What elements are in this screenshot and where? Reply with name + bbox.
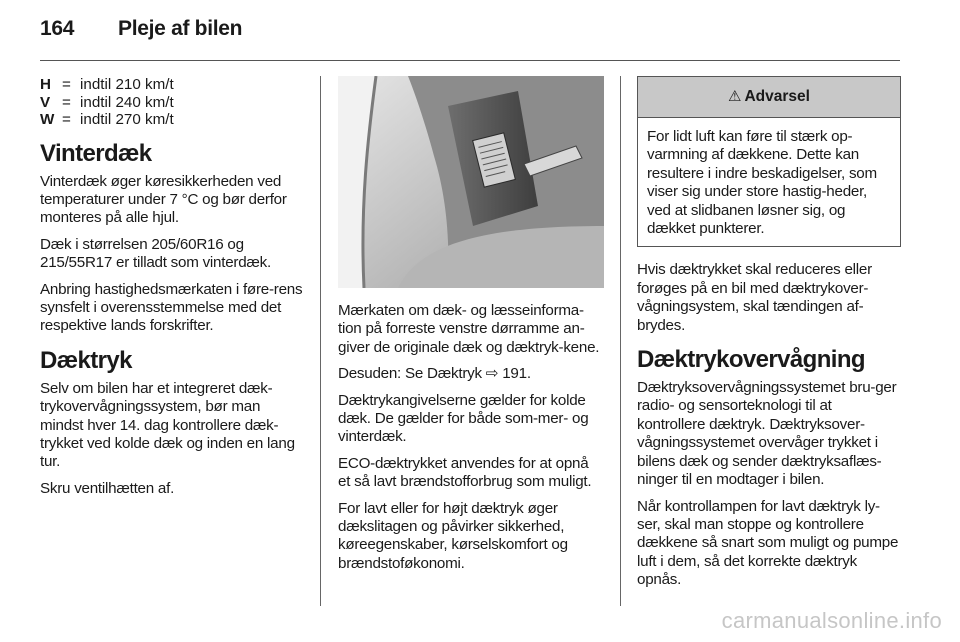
page-title: Pleje af bilen bbox=[118, 17, 243, 40]
winter-paragraph: Anbring hastighedsmærkaten i føre-rens synsfelt i overensstemmelse med det respektive lands forskrifter. bbox=[40, 280, 303, 335]
speed-code: H bbox=[40, 76, 51, 93]
body-paragraph: Hvis dæktrykket skal reduceres eller forøges på en bil med dæktrykover-vågningsystem, skal tændingen af-brydes. bbox=[637, 261, 872, 334]
speed-value: indtil 210 km/t bbox=[80, 76, 174, 93]
warning-body bbox=[638, 118, 900, 246]
body-paragraph: Dæktrykangivelserne gælder for kolde dæk. De gælder for både som-mer- og vinterdæk. bbox=[338, 391, 589, 446]
body-paragraph: For lavt eller for højt dæktryk øger dækslitagen og påvirker sikkerhed, køreegenskaber, kørselskomfort og brændstoføkonomi. bbox=[338, 499, 568, 572]
warning-box bbox=[637, 76, 901, 247]
speed-code: V bbox=[40, 93, 51, 111]
column-1 bbox=[40, 76, 303, 506]
pressure-paragraph: Skru ventilhætten af. bbox=[40, 479, 175, 497]
pressure-paragraph: Selv om bilen har et integreret dæk-trykovervågningssystem, bør man mindst hver 14. dag kontrollere dæk-trykket ved kolde dæk og inden en lang tur. bbox=[40, 379, 295, 471]
column-3 bbox=[637, 76, 901, 598]
speed-value: indtil 270 km/t bbox=[80, 111, 174, 128]
speed-rating-row bbox=[40, 111, 303, 129]
warning-text: For lidt luft kan føre til stærk op-varmning af dækkene. Dette kan resultere i indre beskadigelser, som viser sig under store hastig-heder, ved at slidbanen løsner sig, og dækket punkterer. bbox=[647, 128, 877, 238]
tyre-monitoring-heading: Dæktrykovervågning bbox=[637, 346, 865, 374]
tyre-pressure-heading: Dæktryk bbox=[40, 346, 132, 374]
winter-paragraph: Vinterdæk øger køresikkerheden ved temperaturer under 7 °C og bør derfor monteres på alle hjul. bbox=[40, 172, 287, 227]
cross-reference[interactable]: Desuden: Se Dæktryk ⇨ 191. bbox=[338, 365, 531, 383]
speed-code: W bbox=[40, 111, 55, 128]
door-frame-illustration bbox=[338, 76, 604, 288]
body-paragraph: ECO-dæktrykket anvendes for at opnå et så lavt brændstofforbrug som muligt. bbox=[338, 454, 592, 491]
column-2 bbox=[338, 76, 604, 581]
column-divider bbox=[620, 76, 621, 606]
winter-tyres-heading: Vinterdæk bbox=[40, 139, 152, 167]
speed-rating-row bbox=[40, 94, 303, 112]
watermark: carmanualsonline.info bbox=[721, 608, 942, 633]
column-divider bbox=[320, 76, 321, 606]
page-number: 164 bbox=[40, 17, 75, 40]
body-paragraph: Når kontrollampen for lavt dæktryk ly-ser, skal man stoppe og kontrollere dækkene så snart som muligt og pumpe luft i dem, så det korrekte dæktryk opnås. bbox=[637, 497, 899, 589]
warning-icon: ⚠ bbox=[728, 88, 742, 105]
header-divider bbox=[40, 60, 900, 61]
winter-paragraph: Dæk i størrelsen 205/60R16 og 215/55R17 er tilladt som vinterdæk. bbox=[40, 235, 271, 272]
door-frame-photo bbox=[338, 76, 604, 288]
equals-sign: = bbox=[62, 76, 71, 93]
equals-sign: = bbox=[62, 93, 71, 111]
speed-value: indtil 240 km/t bbox=[80, 93, 174, 111]
speed-rating-row bbox=[40, 76, 303, 94]
equals-sign: = bbox=[62, 111, 71, 128]
body-paragraph: Dæktryksovervågningssystemet bru-ger radio- og sensorteknologi til at kontrollere dæktryk. Dæktryksover-vågningssystemet overvåger trykket i bilens dæk og sender dæktryksaflæs-ninger til en modtager i bilen. bbox=[637, 379, 897, 489]
warning-header bbox=[638, 77, 900, 118]
label-paragraph: Mærkaten om dæk- og læsseinforma-tion på forreste venstre dørramme an-giver de originale dæk og dæktryk-kene. bbox=[338, 302, 600, 356]
speed-rating-list bbox=[40, 76, 303, 129]
warning-title: Advarsel bbox=[744, 88, 810, 105]
